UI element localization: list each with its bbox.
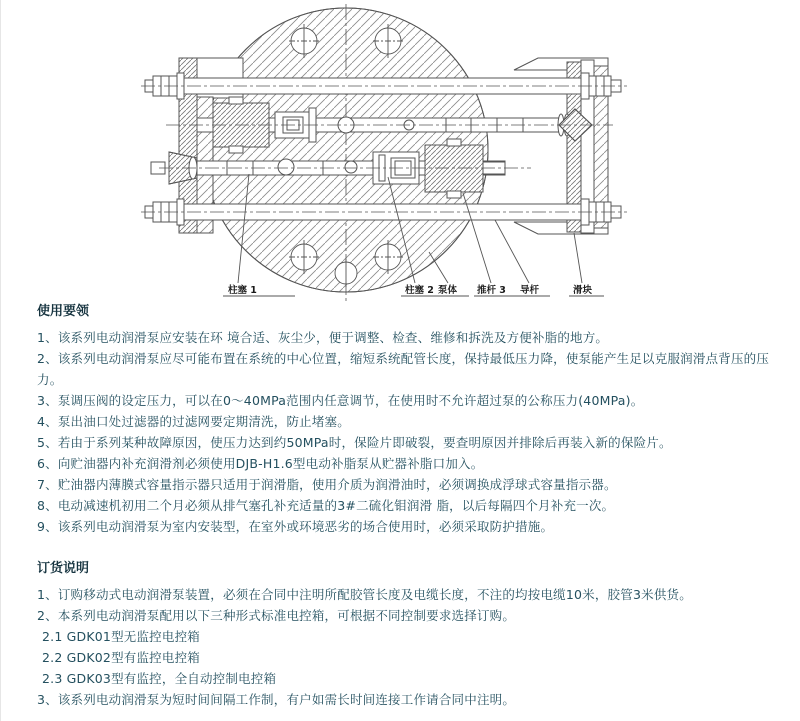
ordering-item-2-2: 2.2 GDK02型有监控电控箱: [42, 650, 200, 665]
usage-item-1: 1、该系列电动润滑泵应安装在环 境合适、灰尘少，便于调整、检查、维修和拆洗及方便补脂的地方。: [37, 330, 609, 345]
ordering-item-1: 1、订购移动式电动润滑泵装置，必须在合同中注明所配胶管长度及电缆长度，不注的均按电缆10米，胶管3米供货。: [37, 587, 692, 602]
part-label-plunger-1: 柱塞 1: [228, 285, 257, 296]
usage-item-3: 3、泵调压阀的设定压力，可以在0～40MPa范围内任意调节，在使用时不允许超过泵的公称压力(40MPa)。: [37, 393, 644, 408]
usage-item-6: 6、向贮油器内补充润滑剂必须使用DJB-H1.6型电动补脂泵从贮器补脂口加入。: [37, 456, 484, 471]
usage-instructions-heading: 使用要领: [37, 304, 90, 319]
part-label-plunger-2: 柱塞 2: [405, 285, 434, 296]
usage-item-8: 8、电动减速机初用二个月必须从排气塞孔补充适量的3#二硫化钼润滑 脂，以后每隔四个月补充一次。: [37, 498, 615, 513]
pump-drawing-svg: [1, 0, 800, 305]
usage-item-2: 2、该系列电动润滑泵应尽可能布置在系统的中心位置，缩短系统配管长度，保持最低压力降，使泵能产生足以克服润滑点背压的压力。: [37, 351, 770, 387]
usage-item-5: 5、若由于系列某种故障原因，使压力达到约50MPa时，保险片即破裂，要查明原因并排除后再装入新的保险片。: [37, 435, 672, 450]
pump-cross-section-diagram: [1, 0, 800, 305]
usage-item-9: 9、该系列电动润滑泵为室内安装型，在室外或环境恶劣的场合使用时，必须采取防护措施。: [37, 519, 554, 534]
part-label-guide-rod: 导杆: [520, 285, 540, 296]
ordering-item-2-1: 2.1 GDK01型无监控电控箱: [42, 629, 200, 644]
ordering-instructions-section: [37, 560, 777, 710]
ordering-item-2-3: 2.3 GDK03型有监控，全自动控制电控箱: [42, 671, 277, 686]
part-label-push-rod-3: 推杆 3: [477, 285, 506, 296]
document-body: [37, 303, 777, 710]
usage-item-7: 7、贮油器内薄膜式容量指示器只适用于润滑脂，使用介质为润滑油时，必须调换成浮球式容量指示器。: [37, 477, 617, 492]
ordering-instructions-heading: 订货说明: [37, 561, 90, 576]
ordering-item-2: 2、本系列电动润滑泵配用以下三种形式标准电控箱，可根据不同控制要求选择订购。: [37, 608, 516, 623]
usage-item-4: 4、泵出油口处过滤器的过滤网要定期清洗，防止堵塞。: [37, 414, 350, 429]
usage-instructions-section: [37, 303, 777, 537]
part-label-slider: 滑块: [573, 285, 593, 296]
part-label-pump-body: 泵体: [438, 285, 458, 296]
ordering-item-3: 3、该系列电动润滑泵为短时间间隔工作制，有户如需长时间连接工作请合同中注明。: [37, 692, 516, 707]
